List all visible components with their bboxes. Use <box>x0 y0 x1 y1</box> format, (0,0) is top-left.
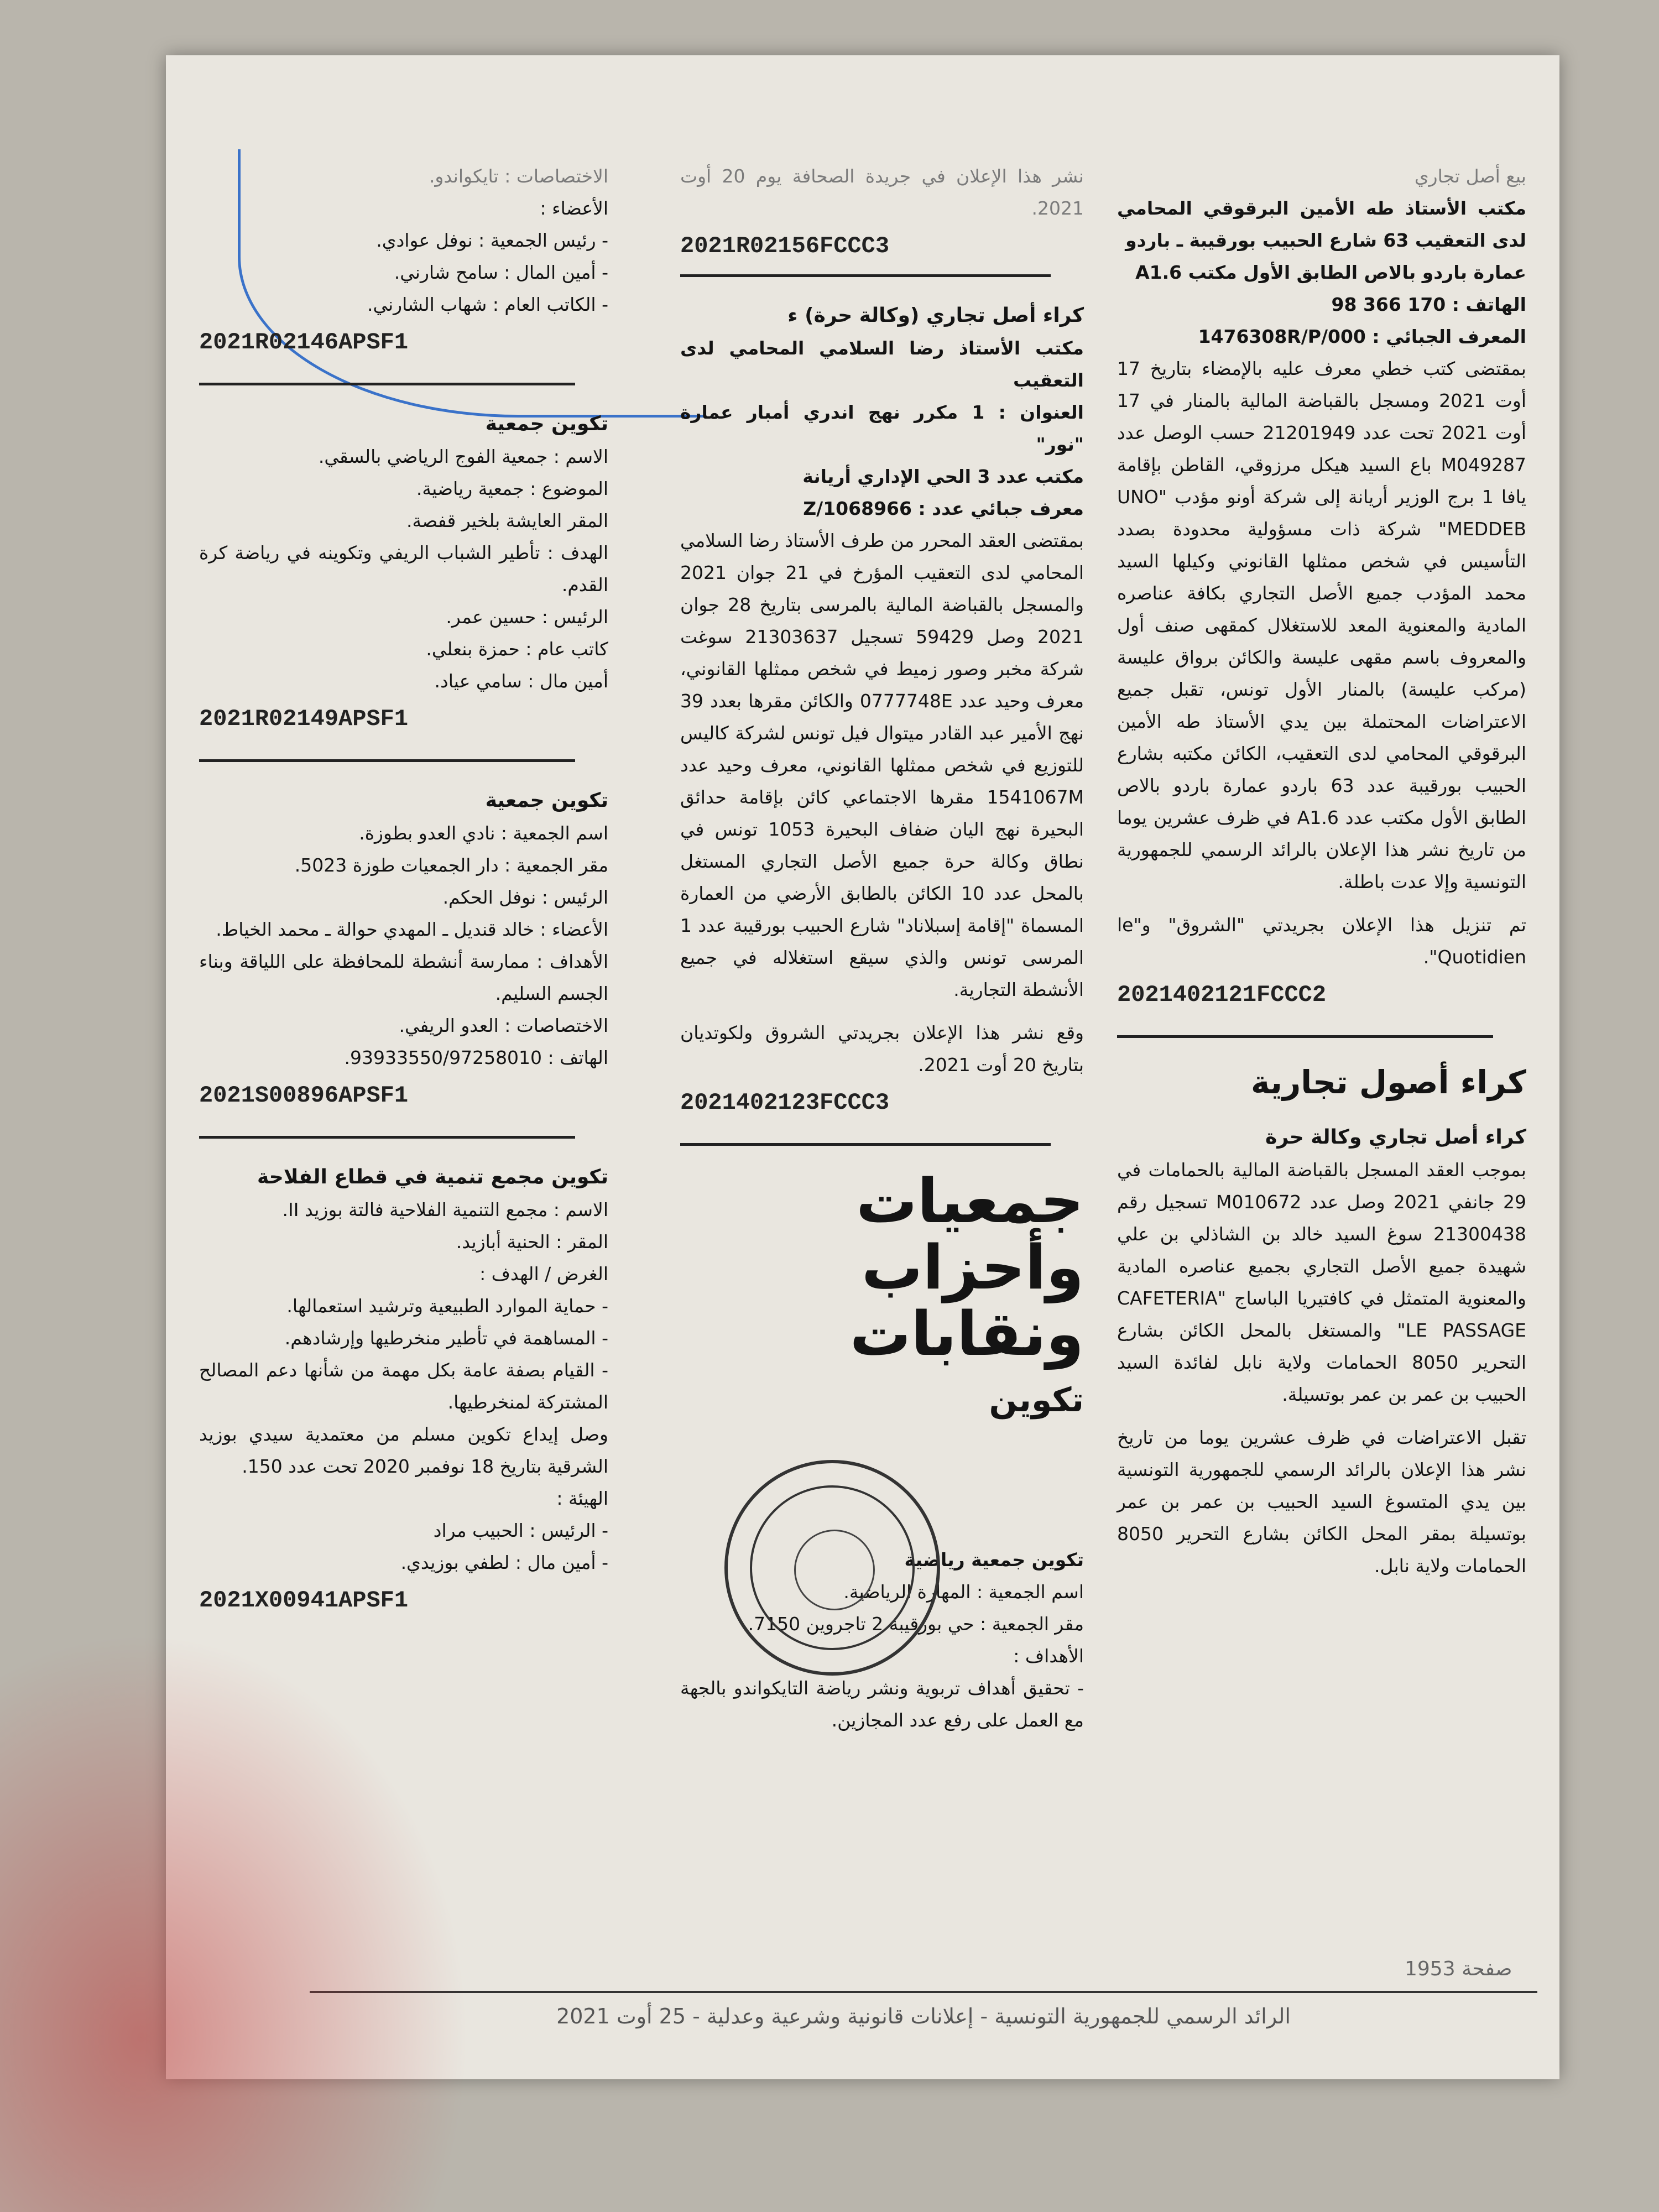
section-big-title: جمعيات وأحزاب ونقابات <box>849 1166 1084 1369</box>
notice-title: كراء أصل تجاري (وكالة حرة) ء <box>787 304 1084 327</box>
divider <box>199 759 575 762</box>
divider <box>680 1143 1051 1146</box>
divider <box>680 274 1051 277</box>
tax-id-line: المعرف الجبائي : 1476308R/P/000 <box>1198 326 1526 347</box>
left-column <box>199 160 608 1629</box>
notice-title: تكوين مجمع تنمية في قطاع الفلاحة <box>257 1166 608 1188</box>
secretary-line: - الكاتب العام : شهاب الشارني. <box>367 294 608 315</box>
goals-line: الأهداف : ممارسة أنشطة للمحافظة على اللياقة وبناء الجسم السليم. <box>199 951 608 1004</box>
office-line: مكتب الأستاذ طه الأمين البرقوقي المحامي لدى التعقيب 63 شارع الحبيب بورقيبة ـ باردو <box>1117 197 1526 251</box>
purpose-label: الغرض / الهدف : <box>479 1263 608 1285</box>
tax-id-line: معرف جبائي عدد : 1068966/Z <box>803 498 1084 519</box>
official-stamp <box>724 1460 940 1676</box>
divider <box>199 383 575 385</box>
finger-shadow <box>0 1631 470 2212</box>
publication-note: وقع نشر هذا الإعلان بجريدتي الشروق ولكوتديان بتاريخ 20 أوت 2021. <box>680 1022 1084 1076</box>
seat-line: المقر العايشة بلخير قفصة. <box>406 510 608 531</box>
purpose-item: - حماية الموارد الطبيعية وترشيد استعمالها. <box>286 1295 608 1317</box>
deposit-line: وصل إيداع تكوين مسلم من معتمدية سيدي بوزيد الشرقية بتاريخ 18 نوفمبر 2020 تحت عدد 150. <box>199 1423 608 1477</box>
group-name: الاسم : مجمع التنمية الفلاحية فالتة بوزيد II. <box>282 1199 608 1220</box>
goals-label: الأهداف : <box>1013 1645 1084 1667</box>
reference-code: 2021R02146APSF1 <box>199 329 409 356</box>
phone-line: الهاتف : 170 366 98 <box>1331 294 1526 315</box>
board-label: الهيئة : <box>556 1488 608 1509</box>
right-column <box>1117 160 1526 1582</box>
president-line: - الرئيس : الحبيب مراد <box>433 1520 608 1541</box>
purpose-item: - القيام بصفة عامة بكل مهمة من شأنها دعم المصالح المشتركة لمنخرطيها. <box>199 1359 608 1413</box>
notice-title: تكوين جمعية <box>485 413 608 435</box>
secretary-line: كاتب عام : حمزة بنعلي. <box>426 638 608 660</box>
specialties-line: الاختصاصات : العدو الريفي. <box>399 1015 608 1036</box>
section-title: كراء أصول تجارية <box>1250 1063 1526 1101</box>
reference-code: 2021X00941APSF1 <box>199 1587 409 1614</box>
seat-line: مقر الجمعية : دار الجمعيات طوزة 5023. <box>294 854 608 876</box>
reference-code: 2021R02149APSF1 <box>199 706 409 732</box>
treasurer-line: - أمين المال : سامح شارني. <box>394 262 608 283</box>
notice-body: بمقتضى كتب خطي معرف عليه بالإمضاء بتاريخ 17 أوت 2021 ومسجل بالقباضة المالية بالمنار في 17 أوت 2021 تحت عدد 21201949 حسب الوصل عدد M049287 باع السيد هيكل مرزوقي، القاطن بإقامة يافا 1 برج الوزير أريانة إلى شركة أونو مؤدب "UNO MEDDEB" شركة ذات مسؤولية محدودة بصدد التأسيس في شخص ممثلها القانوني وكيلها السيد محمد المؤدب جميع الأصل التجاري بكافة عناصره المادية والمعنوية المعد للاستغلال كمقهى صنف أول والمعروف باسم مقهى عليسة والكائن برواق عليسة (مركب عليسة) بالمنار الأول تونس، تقبل جميع الاعتراضات المحتملة بين يدي الأستاذ طه الأمين البرقوقي المحامي لدى التعقيب، الكائن مكتبه بشارع الحبيب بورقيبة عدد 63 باردو عمارة باردو بالاص الطابق الأول مكتب عدد A1.6 في ظرف عشرين يوما من تاريخ نشر هذا الإعلان بالرائد الرسمي للجمهورية التونسية وإلا عدت باطلة. <box>1117 358 1527 893</box>
reference-code: 2021R02156FCCC3 <box>680 233 890 259</box>
president-line: الرئيس : نوفل الحكم. <box>442 886 608 908</box>
treasurer-line: - أمين مال : لطفي بوزيدي. <box>400 1552 608 1573</box>
notice-body: بمقتضى العقد المحرر من طرف الأستاذ رضا السلامي المحامي لدى التعقيب المؤرخ في 21 جوان 2021 والمسجل بالقباضة المالية بالمرسى بتاريخ 28 جوان 2021 وصل 59429 تسجيل 21303637 سوغت شركة مخبر وصور زميط في شخص ممثلها القانوني، معرف وحيد عدد 0777748E والكائن مقرها بعدد 39 نهج الأمير عبد القادر ميتوال فيل تونس لشركة كاليس للتوزيع في شخص ممثلها القانوني، معرف وحيد عدد 1541067M مقرها الاجتماعي كائن بإقامة حدائق البحيرة نهج اليان ضفاف البحيرة 1053 تونس في نطاق وكالة حرة جميع الأصل التجاري المستغل بالمحل عدد 10 الكائن بالطابق الأرضي من العمارة المسماة "إقامة إسبلاناد" شارع الحبيب بورقيبة عدد 1 المرسى تونس والذي سيقع استغلاله في جميع الأنشطة التجارية. <box>680 530 1084 1000</box>
association-name: اسم الجمعية : نادي العدو بطوزة. <box>359 822 608 844</box>
divider <box>199 1136 575 1139</box>
objections-text: تقبل الاعتراضات في ظرف عشرين يوما من تاريخ نشر هذا الإعلان بالرائد الرسمي للجمهورية التونسية بين يدي المتسوغ السيد الحبيب بن عمر بن عمر بوتسيلة بمقر المحل الكائن بشارع التحرير 8050 الحمامات ولاية نابل. <box>1117 1427 1526 1577</box>
office-number-line: مكتب عدد 3 الحي الإداري أريانة <box>802 466 1084 487</box>
members-label: الأعضاء : <box>540 197 608 219</box>
page-number: صفحة 1953 <box>1405 1958 1512 1980</box>
association-name: الاسم : جمعية الفوج الرياضي بالسقي. <box>318 446 608 467</box>
purpose-item: - المساهمة في تأطير منخرطيها وإرشادهم. <box>284 1327 608 1349</box>
seat-line: المقر : الحنية أبازيد. <box>456 1231 608 1253</box>
stamp-core <box>794 1530 875 1610</box>
reference-code: 2021S00896APSF1 <box>199 1082 409 1109</box>
goals-text: - تحقيق أهداف تربوية ونشر رياضة التايكواندو بالجهة مع العمل على رفع عدد المجازين. <box>680 1677 1084 1731</box>
association-seat: مقر الجمعية : حي بورقيبة 2 تاجروين 7150. <box>748 1613 1084 1635</box>
president-line: الرئيس : حسين عمر. <box>446 606 608 628</box>
treasurer-line: أمين مال : سامي عياد. <box>434 670 608 692</box>
goal-line: الهدف : تأطير الشباب الريفي وتكوينه في رياضة كرة القدم. <box>199 542 608 596</box>
subject-line: الموضوع : جمعية رياضية. <box>416 478 608 499</box>
notice-title: تكوين جمعية رياضية <box>904 1549 1084 1571</box>
notice-heading: بيع أصل تجاري <box>1414 165 1526 187</box>
reference-code: 2021402121FCCC2 <box>1117 982 1327 1008</box>
building-line: عمارة باردو بالاص الطابق الأول مكتب A1.6 <box>1135 262 1526 283</box>
page-footer: الرائد الرسمي للجمهورية التونسية - إعلانات قانونية وشرعية وعدلية - 25 أوت 2021 <box>310 1991 1537 2028</box>
reference-code: 2021402123FCCC3 <box>680 1089 890 1116</box>
specialties-line: الاختصاصات : تايكواندو. <box>429 165 608 187</box>
publication-note: تم تنزيل هذا الإعلان بجريدتي "الشروق" و"le Quotidien". <box>1117 914 1526 968</box>
phone-line: الهاتف : 93933550/97258010. <box>344 1047 608 1068</box>
notice-title: تكوين جمعية <box>485 789 608 812</box>
divider <box>1117 1035 1493 1038</box>
office-line: مكتب الأستاذ رضا السلامي المحامي لدى التعقيب <box>680 337 1084 391</box>
top-note: نشر هذا الإعلان في جريدة الصحافة يوم 20 أوت 2021. <box>680 165 1084 219</box>
address-line: العنوان : 1 مكرر نهج اندري أمبار عمارة "نور" <box>680 401 1084 455</box>
notice-title: كراء أصل تجاري وكالة حرة <box>1265 1126 1526 1149</box>
section-subtitle: تكوين <box>989 1381 1084 1420</box>
members-line: الأعضاء : خالد قنديل ـ المهدي حوالة ـ محمد الخياط. <box>216 919 608 940</box>
president-line: - رئيس الجمعية : نوفل عوادي. <box>376 229 608 251</box>
association-name: اسم الجمعية : المهارة الرياضية. <box>843 1581 1084 1603</box>
notice-body: بموجب العقد المسجل بالقباضة المالية بالحمامات في 29 جانفي 2021 وصل عدد M010672 تسجيل رقم 21300438 سوغ السيد خالد بن الشاذلي بن علي شهيدة جميع الأصل التجاري بجميع عناصره المادية والمعنوية المتمثل في كافتيريا الباساج "CAFETERIA LE PASSAGE" والمستغل بالمحل الكائن بشارع التحرير 8050 الحمامات ولاية نابل لفائدة السيد الحبيب بن عمر بن عمر بوتسيلة. <box>1117 1159 1527 1405</box>
